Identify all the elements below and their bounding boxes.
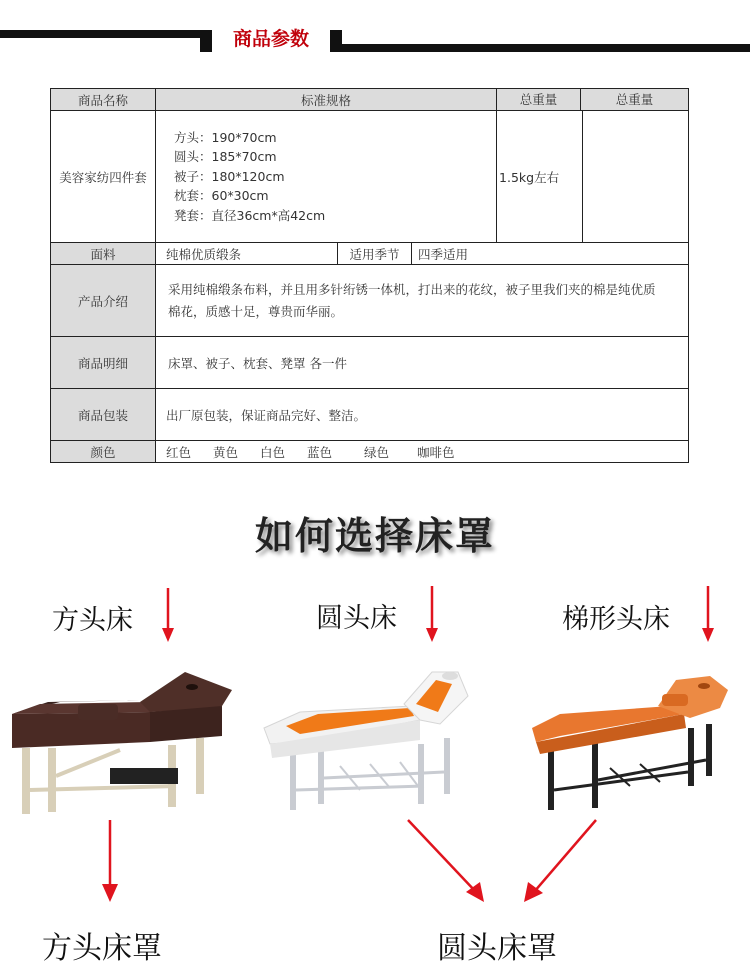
choose-title: 如何选择床罩: [254, 513, 495, 558]
spec-line: 凳套：直径36cm*高42cm: [174, 207, 326, 223]
detail-label: 商品明细: [51, 337, 156, 389]
product-name: 美容家纺四件套: [51, 111, 156, 243]
name-col-header: 商品名称: [51, 89, 156, 111]
color-item: 红色: [166, 444, 192, 460]
weight-value: 1.5kg左右: [497, 111, 583, 242]
detail-text: 床罩、被子、枕套、凳罩 各一件: [156, 337, 689, 389]
arrow-down-icon: [702, 586, 714, 642]
result-round-cover: 圆头床罩: [437, 931, 557, 966]
bed-type-square: 方头床: [52, 605, 133, 636]
color-item: 白色: [260, 444, 286, 460]
color-item: 黄色: [213, 444, 239, 460]
arrow-diagonal-icon: [524, 820, 596, 902]
result-square-cover: 方头床罩: [42, 931, 162, 966]
bed-type-trapezoid: 梯形头床: [562, 604, 670, 635]
spec-line: 方头：190*70cm: [174, 129, 277, 145]
weight-col-header-1: 总重量: [497, 89, 581, 110]
spec-col-header: 标准规格: [156, 89, 497, 111]
spec-line: 圆头：185*70cm: [174, 149, 277, 165]
spec-line: 枕套：60*30cm: [174, 188, 269, 204]
arrow-down-icon: [102, 820, 118, 902]
section-title: 商品参数: [232, 28, 309, 50]
color-item: 蓝色: [307, 444, 333, 460]
arrow-diagonal-icon: [408, 820, 484, 902]
intro-label: 产品介绍: [51, 265, 156, 337]
square-bed-image: [12, 672, 232, 814]
fabric-value: 纯棉优质缎条: [156, 243, 338, 265]
package-label: 商品包装: [51, 389, 156, 441]
color-item: 绿色: [364, 444, 390, 460]
season-label: 适用季节: [338, 243, 412, 265]
package-text: 出厂原包装，保证商品完好、整洁。: [156, 389, 689, 441]
spec-line: 被子：180*120cm: [174, 168, 285, 184]
fabric-label: 面料: [51, 243, 156, 265]
round-bed-image: [264, 672, 468, 810]
season-value: 四季适用: [412, 243, 689, 265]
weight-col-header-2: 总重量: [615, 92, 654, 107]
intro-text: 采用纯棉缎条布料，并且用多针绗锈一体机，打出来的花纹，被子里我们夹的棉是纯优质棉花，质感十足，尊贵而华丽。: [156, 265, 689, 337]
arrow-down-icon: [162, 588, 174, 642]
trapezoid-bed-image: [532, 676, 728, 810]
color-item: 咖啡色: [417, 444, 455, 460]
bed-type-round: 圆头床: [316, 603, 397, 634]
color-label: 颜色: [51, 441, 156, 463]
arrow-down-icon: [426, 586, 438, 642]
